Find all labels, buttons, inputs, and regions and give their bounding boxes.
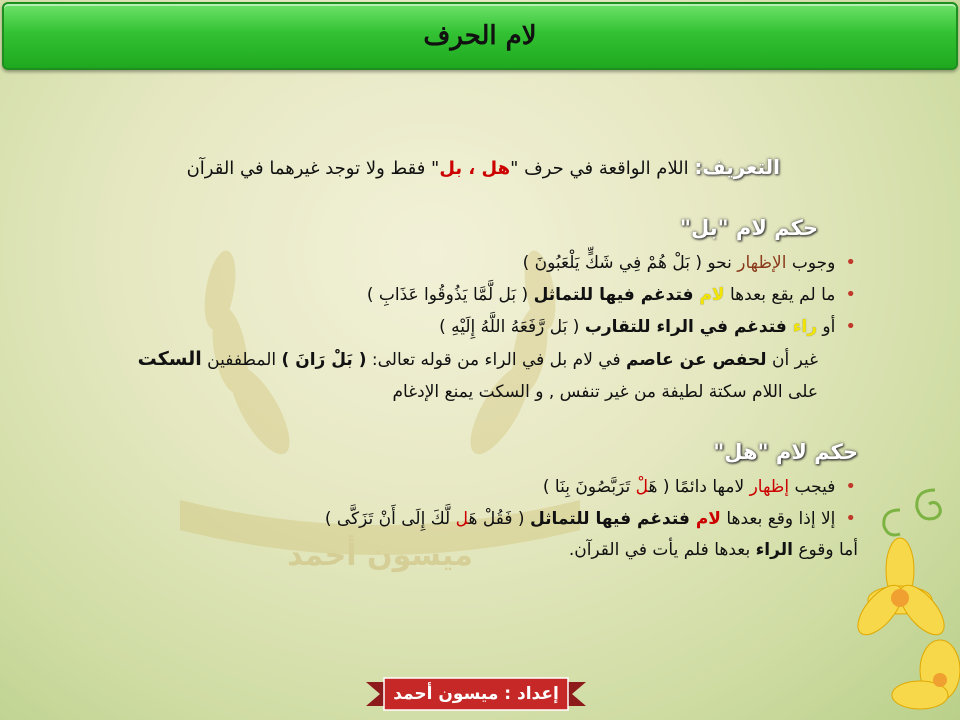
text-segment: فيجب	[789, 477, 836, 497]
text-segment-bold: السكت	[137, 348, 202, 370]
text-segment: بعدها فلم يأت في القرآن.	[568, 540, 756, 560]
text-segment: ( بَل رَّفَعَهُ اللَّهُ إِلَيْهِ )	[439, 317, 585, 337]
bullet-icon: •	[845, 508, 856, 529]
paragraph	[138, 348, 818, 370]
definition-line	[187, 155, 780, 179]
flower-decoration-icon	[840, 470, 960, 720]
list-item	[367, 284, 856, 305]
text-segment-bold: ( بَلْ رَانَ )	[281, 350, 367, 370]
text-segment: وجوب	[786, 253, 836, 273]
paragraph: على اللام سكتة لطيفة من غير تنفس , و السكت يمنع الإدغام	[392, 382, 818, 402]
text-segment: أما وقوع	[792, 540, 858, 560]
text-segment: نحو ( بَلْ هُمْ فِي شَكٍّ يَلْعَبُونَ )	[522, 253, 738, 273]
text-segment-bold: الراء	[755, 540, 793, 560]
definition-text-after: " فقط ولا توجد غيرهما في القرآن	[186, 158, 440, 179]
text-segment: ( فَقُلْ هَ	[468, 509, 530, 529]
section-heading-hal: حكم لام "هل"	[713, 440, 858, 464]
text-segment-highlight: إظهار	[749, 477, 790, 497]
bullet-icon: •	[845, 316, 856, 337]
text-segment: في لام بل في الراء من قوله تعالى:	[366, 350, 626, 370]
paragraph	[569, 540, 858, 560]
text-segment: إلا إذا وقع بعدها	[720, 509, 836, 529]
text-segment-bold: لحفص عن عاصم	[626, 350, 767, 370]
text-segment-highlight: لْ	[635, 477, 649, 497]
definition-text-before: اللام الواقعة في حرف "	[510, 158, 689, 179]
footer-author: إعداد : ميسون أحمد	[393, 684, 559, 704]
page-title: لام الحرف	[423, 21, 537, 51]
text-segment: غير أن	[766, 350, 818, 370]
definition-highlight: هل ، بل	[439, 158, 511, 179]
text-segment-highlight: الإظهار	[737, 253, 787, 273]
text-segment-highlight: لام	[699, 285, 725, 305]
text-segment-highlight: ل	[455, 509, 469, 529]
text-segment: المطففين	[201, 350, 282, 370]
bullet-icon: •	[845, 476, 856, 497]
text-segment: لامها دائمًا ( هَ	[648, 477, 750, 497]
text-segment-bold: فتدغم في الراء للتقارب	[584, 317, 793, 337]
text-segment-highlight: راء	[792, 317, 818, 337]
text-segment: ( بَل لَّمَّا يَذُوقُوا عَذَابِ )	[366, 285, 534, 305]
bullet-icon: •	[845, 284, 856, 305]
text-segment: تَرَبَّصُونَ بِنَا )	[542, 477, 636, 497]
section-heading-bal: حكم لام "بل"	[680, 216, 818, 240]
text-segment: ما لم يقع بعدها	[724, 285, 836, 305]
bullet-icon: •	[845, 252, 856, 273]
watermark-text: ميسون أحمد	[287, 538, 473, 573]
text-segment: لَّكَ إِلَى أَنْ تَزَكَّى )	[324, 509, 456, 529]
text-segment: أو	[817, 317, 836, 337]
text-segment-bold: فتدغم فيها للتماثل	[533, 285, 700, 305]
list-item	[325, 508, 856, 529]
list-item	[523, 252, 856, 273]
list-item	[543, 476, 856, 497]
definition-label: التعريف:	[694, 155, 780, 179]
text-segment-bold: فتدغم فيها للتماثل	[529, 509, 696, 529]
text-segment-highlight: لام	[695, 509, 721, 529]
list-item	[439, 316, 856, 337]
